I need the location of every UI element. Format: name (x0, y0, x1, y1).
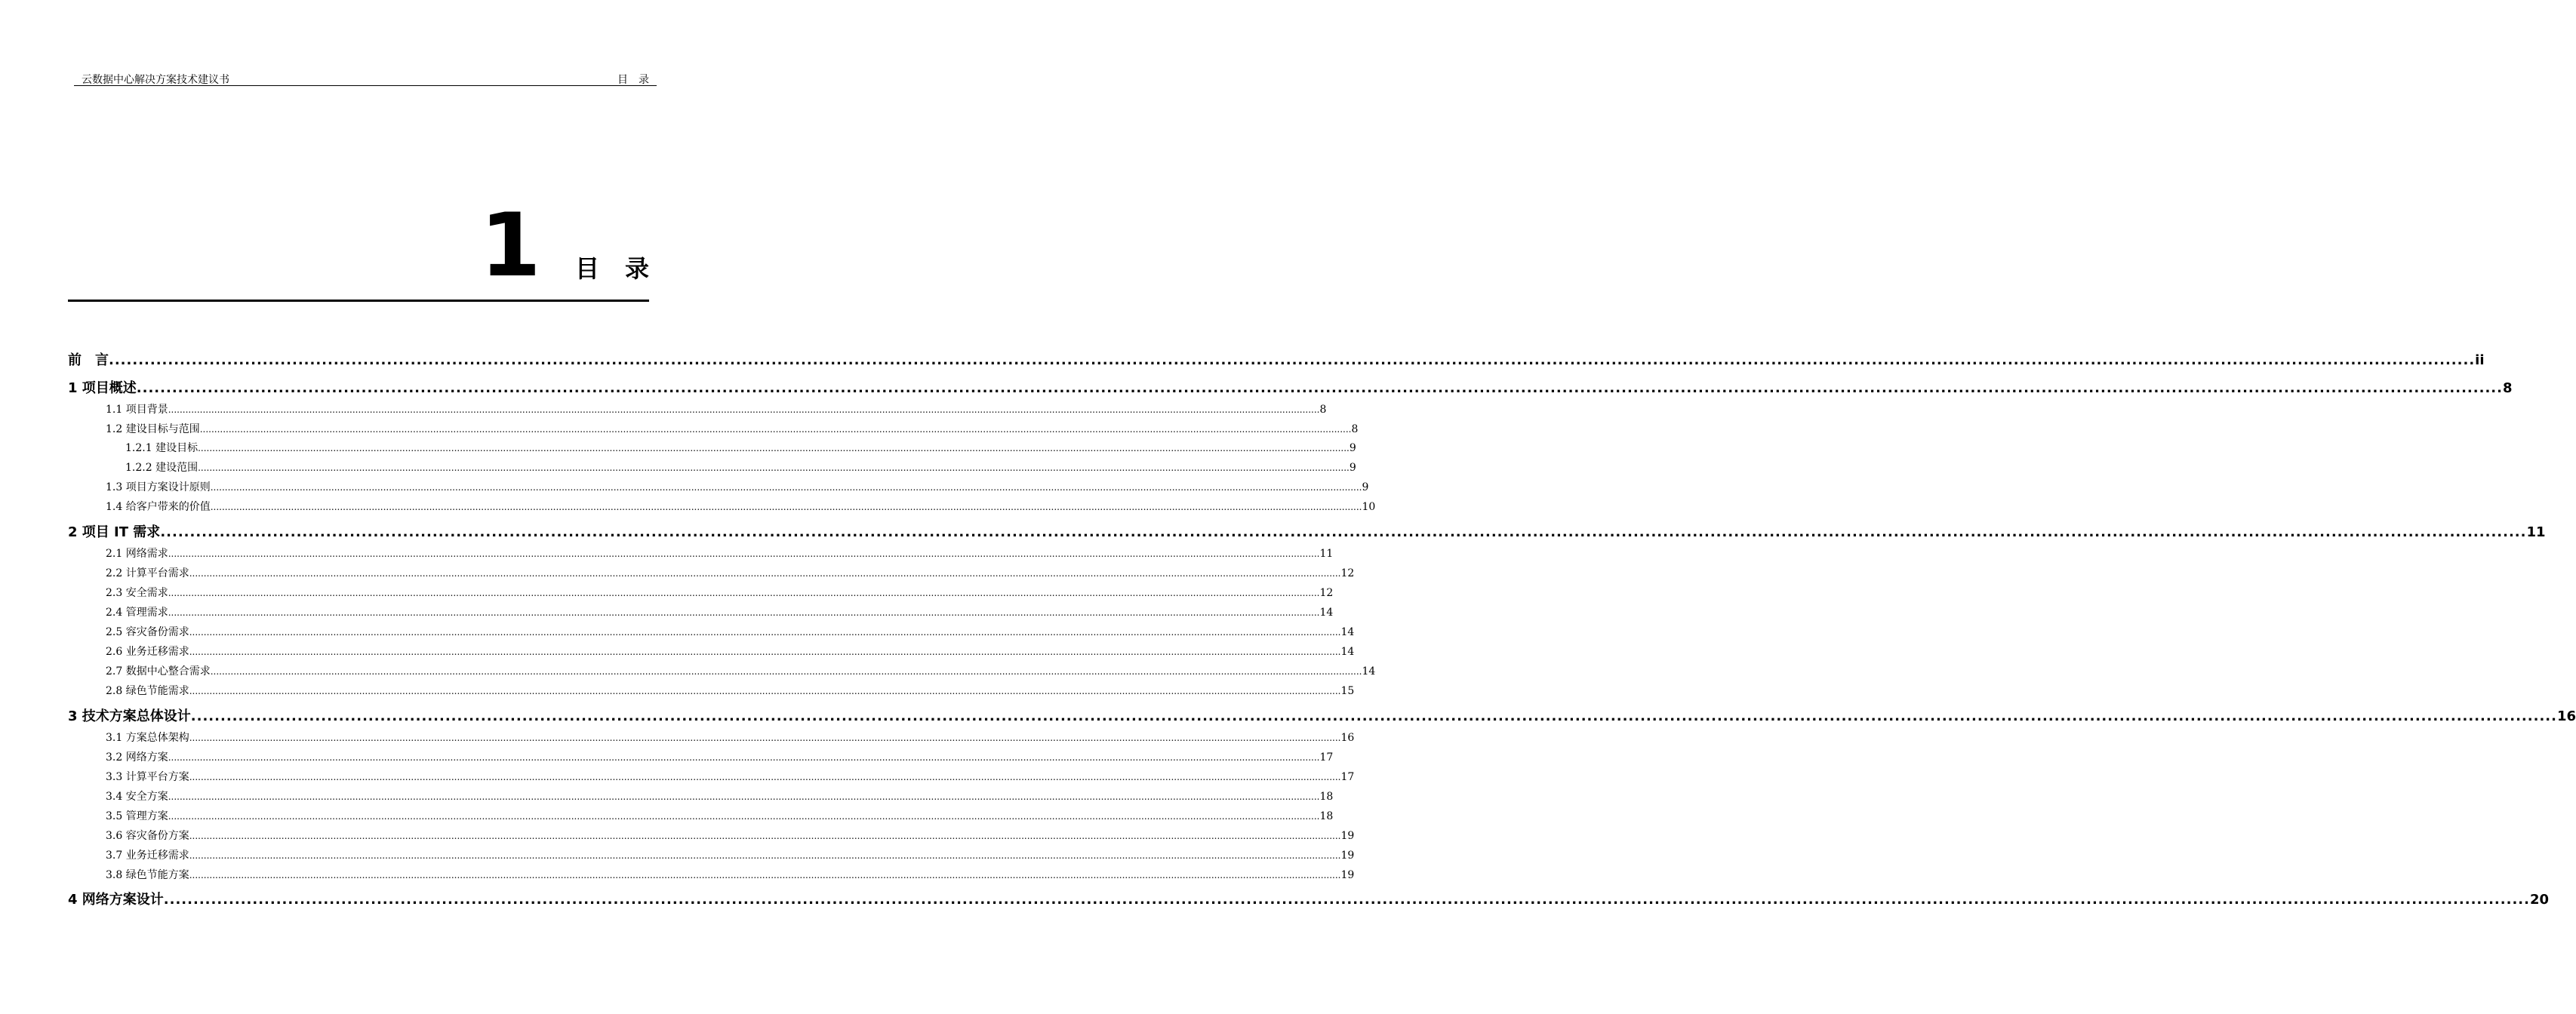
toc-leader-dots: ................................................................................................................................................................................................................................................................................................................................................................................................................ (210, 502, 1362, 512)
toc-entry-page: 19 (1340, 830, 1355, 842)
toc-entry-page: 9 (1349, 442, 1356, 454)
toc-entry[interactable] (106, 789, 1334, 804)
toc-entry-page: 14 (1340, 626, 1355, 638)
toc-leader-dots: ................................................................................................................................................................................................................................................................................................................................................................................................................ (189, 647, 1341, 657)
toc-leader-dots: ................................................................................................................................................................................................................................................................................................................................................................................................................ (189, 627, 1341, 638)
toc-entry-label: 3.4 安全方案 (106, 791, 168, 803)
toc-entry-label: 1 项目概述 (68, 380, 137, 396)
chapter-number: 1 (480, 195, 541, 297)
toc-leader-dots: ................................................................................................................................................................................................................................................................................................................................................................................................................ (189, 733, 1341, 743)
toc-leader-dots: ................................................................................................................................................................................................................................................................................................................................................................................................................ (189, 870, 1341, 880)
toc-entry-label: 1.2.1 建设目标 (125, 442, 199, 454)
toc-entry-label: 2.1 网络需求 (106, 548, 168, 560)
toc-entry-page: 14 (1362, 665, 1376, 678)
toc-leader-dots: ................................................................................................................................................................................................................................................................................................................................................................................................................ (109, 352, 2476, 368)
toc-entry-page: 18 (1319, 810, 1334, 822)
toc-entry-page: 8 (1351, 423, 1359, 435)
toc-entry-page: 8 (2502, 380, 2513, 396)
toc-entry-page: 17 (1319, 751, 1334, 764)
toc-entry-label: 前 言 (68, 352, 109, 368)
toc-entry-page: 19 (1340, 850, 1355, 862)
toc-entry-page: 20 (2529, 892, 2550, 908)
toc-entry[interactable] (106, 585, 1334, 601)
toc-entry[interactable] (106, 402, 1327, 417)
toc-leader-dots: ................................................................................................................................................................................................................................................................................................................................................................................................................ (168, 588, 1320, 598)
toc-entry-page: 16 (2556, 708, 2576, 724)
toc-entry-label: 4 网络方案设计 (68, 892, 164, 908)
toc-entry-label: 3.3 计算平台方案 (106, 771, 189, 783)
toc-entry-label: 3.7 业务迁移需求 (106, 850, 189, 862)
toc-leader-dots: ................................................................................................................................................................................................................................................................................................................................................................................................................ (189, 850, 1341, 861)
toc-entry-label: 1.1 项目背景 (106, 404, 168, 416)
toc-entry[interactable] (106, 605, 1334, 620)
toc-entry-label: 1.2 建设目标与范围 (106, 423, 200, 435)
toc-entry-page: ii (2475, 352, 2485, 368)
toc-entry-page: 8 (1319, 404, 1327, 416)
toc-leader-dots: ................................................................................................................................................................................................................................................................................................................................................................................................................ (190, 708, 2557, 724)
toc-leader-dots: ................................................................................................................................................................................................................................................................................................................................................................................................................ (199, 424, 1352, 435)
document-title: 云数据中心解决方案技术建议书 (82, 74, 229, 86)
toc-entry[interactable] (68, 351, 2485, 370)
toc-leader-dots: ................................................................................................................................................................................................................................................................................................................................................................................................................ (210, 482, 1362, 493)
toc-entry[interactable] (106, 644, 1355, 659)
toc-entry-page: 14 (1319, 607, 1334, 619)
toc-entry[interactable] (106, 499, 1376, 515)
toc-entry-label: 2.5 容灾备份需求 (106, 626, 189, 638)
toc-entry[interactable] (106, 625, 1355, 640)
header-section-label: 目录 (617, 74, 660, 86)
toc-entry-page: 12 (1340, 567, 1355, 579)
toc-entry-page: 11 (1319, 548, 1334, 560)
toc-entry-label: 3 技术方案总体设计 (68, 708, 191, 724)
toc-entry[interactable] (106, 848, 1355, 863)
toc-entry-label: 1.3 项目方案设计原则 (106, 481, 211, 493)
toc-leader-dots: ................................................................................................................................................................................................................................................................................................................................................................................................................ (198, 443, 1350, 453)
toc-entry-label: 2.6 业务迁移需求 (106, 646, 189, 658)
toc-entry-page: 14 (1340, 646, 1355, 658)
toc-leader-dots: ................................................................................................................................................................................................................................................................................................................................................................................................................ (168, 752, 1320, 763)
toc-leader-dots: ................................................................................................................................................................................................................................................................................................................................................................................................................ (210, 666, 1362, 677)
toc-entry-label: 2 项目 IT 需求 (68, 524, 161, 540)
toc-entry-page: 16 (1340, 732, 1355, 744)
toc-entry-page: 9 (1362, 481, 1369, 493)
toc-leader-dots: ................................................................................................................................................................................................................................................................................................................................................................................................................ (163, 892, 2530, 908)
toc-entry[interactable] (68, 890, 2550, 910)
toc-entry[interactable] (125, 441, 1356, 456)
toc-entry-label: 1.2.2 建设范围 (125, 462, 199, 474)
toc-leader-dots: ................................................................................................................................................................................................................................................................................................................................................................................................................ (168, 548, 1320, 559)
toc-leader-dots: ................................................................................................................................................................................................................................................................................................................................................................................................................ (168, 811, 1320, 822)
toc-leader-dots: ................................................................................................................................................................................................................................................................................................................................................................................................................ (189, 772, 1341, 782)
toc-entry-label: 2.8 绿色节能需求 (106, 685, 189, 697)
toc-entry-label: 3.6 容灾备份方案 (106, 830, 189, 842)
toc-entry[interactable] (106, 664, 1376, 679)
toc-entry-label: 3.8 绿色节能方案 (106, 869, 189, 881)
toc-leader-dots: ................................................................................................................................................................................................................................................................................................................................................................................................................ (136, 380, 2503, 396)
toc-entry-label: 1.4 给客户带来的价值 (106, 501, 211, 513)
toc-entry-page: 17 (1340, 771, 1355, 783)
toc-entry[interactable] (106, 828, 1355, 843)
toc-entry[interactable] (125, 460, 1356, 475)
toc-entry-label: 3.1 方案总体架构 (106, 732, 189, 744)
toc-leader-dots: ................................................................................................................................................................................................................................................................................................................................................................................................................ (168, 607, 1320, 618)
toc-entry-label: 3.2 网络方案 (106, 751, 168, 764)
chapter-title: 目录 (574, 254, 675, 283)
toc-entry-page: 9 (1349, 462, 1356, 474)
toc-entry[interactable] (106, 750, 1334, 765)
toc-entry-page: 10 (1362, 501, 1376, 513)
toc-entry[interactable] (68, 379, 2513, 398)
toc-entry[interactable] (106, 546, 1334, 561)
toc-entry[interactable] (106, 566, 1355, 581)
toc-entry[interactable] (106, 809, 1334, 824)
toc-entry[interactable] (106, 684, 1355, 699)
toc-entry[interactable] (106, 422, 1359, 437)
toc-leader-dots: ................................................................................................................................................................................................................................................................................................................................................................................................................ (189, 568, 1341, 579)
toc-entry-label: 3.5 管理方案 (106, 810, 168, 822)
toc-leader-dots: ................................................................................................................................................................................................................................................................................................................................................................................................................ (189, 686, 1341, 696)
toc-entry[interactable] (68, 523, 2546, 542)
toc-entry[interactable] (106, 480, 1369, 495)
toc-leader-dots: ................................................................................................................................................................................................................................................................................................................................................................................................................ (198, 462, 1350, 473)
toc-entry-label: 2.4 管理需求 (106, 607, 168, 619)
toc-entry[interactable] (106, 770, 1355, 785)
toc-entry[interactable] (106, 730, 1355, 745)
toc-leader-dots: ................................................................................................................................................................................................................................................................................................................................................................................................................ (168, 791, 1320, 802)
toc-entry-label: 2.3 安全需求 (106, 587, 168, 599)
toc-entry-label: 2.2 计算平台需求 (106, 567, 189, 579)
toc-entry-page: 15 (1340, 685, 1355, 697)
toc-leader-dots: ................................................................................................................................................................................................................................................................................................................................................................................................................ (160, 524, 2527, 540)
toc-entry-page: 18 (1319, 791, 1334, 803)
toc-entry-label: 2.7 数据中心整合需求 (106, 665, 211, 678)
toc-entry-page: 11 (2526, 524, 2546, 540)
toc-leader-dots: ................................................................................................................................................................................................................................................................................................................................................................................................................ (168, 404, 1320, 415)
toc-entry[interactable] (106, 868, 1355, 883)
toc-entry-page: 19 (1340, 869, 1355, 881)
toc-entry[interactable] (68, 707, 2576, 727)
toc-entry-page: 12 (1319, 587, 1334, 599)
toc-leader-dots: ................................................................................................................................................................................................................................................................................................................................................................................................................ (189, 831, 1341, 841)
